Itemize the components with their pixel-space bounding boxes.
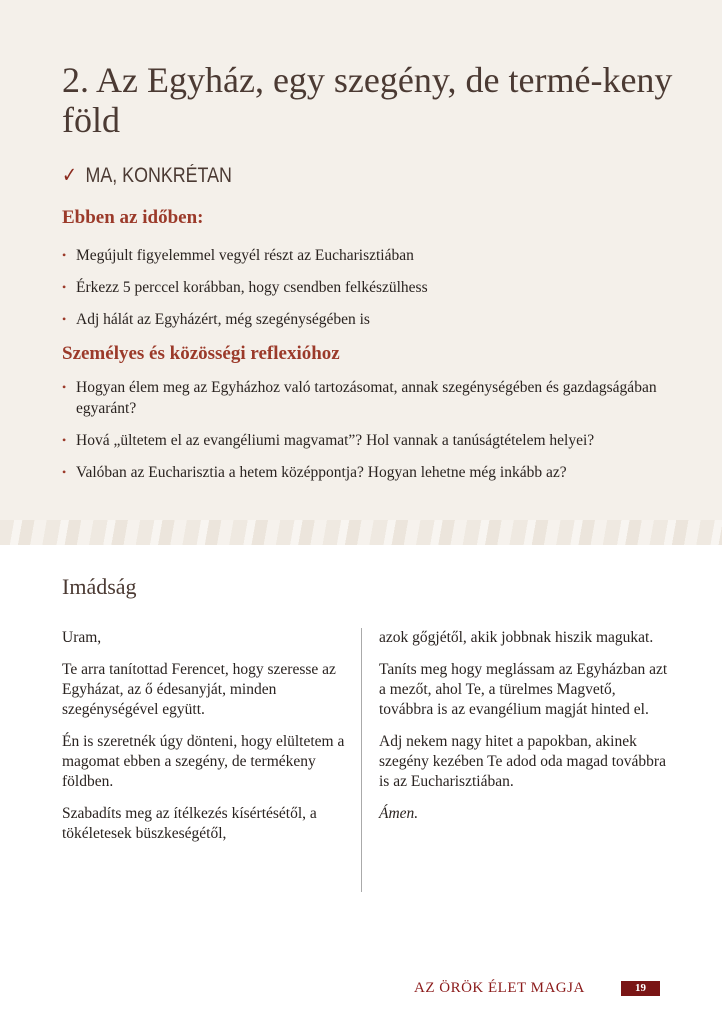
list-item: • Hogyan élem meg az Egyházhoz való tartozásomat, annak szegénységében és gazdagságában egyaránt?	[62, 377, 672, 419]
prayer-amen: Ámen.	[379, 805, 419, 822]
prayer-paragraph: Te arra tanítottad Ferencet, hogy szeresse az Egyházat, az ő édesanyját, minden szegénységével együtt.	[62, 661, 336, 718]
column-divider	[361, 628, 362, 892]
subtitle	[62, 163, 232, 188]
list-item: • Hová „ültetem el az evangéliumi magvamat”? Hol vannak a tanúságtételem helyei?	[62, 430, 672, 451]
prayer-heading: Imádság	[62, 574, 137, 599]
footer-book-title: AZ ÖRÖK ÉLET MAGJA	[414, 980, 585, 996]
list-item: • Adj hálát az Egyházért, még szegénységében is	[62, 309, 672, 330]
page-number: 19	[621, 981, 660, 996]
check-icon: ✓	[62, 164, 77, 187]
list-item: • Megújult figyelemmel vegyél részt az Eucharisztiában	[62, 245, 672, 266]
prayer-left-column	[62, 628, 352, 856]
section-heading-time: Ebben az időben:	[62, 207, 204, 228]
section-heading-reflection: Személyes és közösségi reflexióhoz	[62, 343, 340, 364]
page-title: 2. Az Egyház, egy szegény, de termé-keny föld	[62, 60, 673, 140]
reflection-list	[62, 377, 672, 494]
prayer-paragraph: Taníts meg hogy meglássam az Egyházban azt a mezőt, ahol Te, a türelmes Magvető, továbbra is az evangélium magját hinted el.	[379, 661, 668, 718]
time-list	[62, 245, 672, 341]
prayer-paragraph: Szabadíts meg az ítélkezés kísértésétől, a tökéletesek büszkeségétől,	[62, 805, 317, 842]
ornament-band	[0, 520, 722, 545]
prayer-paragraph: Uram,	[62, 629, 102, 646]
subtitle-text: MA, KONKRÉTAN	[85, 164, 232, 187]
list-item: • Érkezz 5 perccel korábban, hogy csendben felkészülhess	[62, 277, 672, 298]
list-item: • Valóban az Eucharisztia a hetem középpontja? Hogyan lehetne még inkább az?	[62, 462, 672, 483]
prayer-right-column	[379, 628, 669, 836]
prayer-paragraph: Én is szeretnék úgy dönteni, hogy elültetem a magomat ebben a szegény, de termékeny földben.	[62, 733, 345, 790]
prayer-paragraph: azok gőgjétől, akik jobbnak hiszik magukat.	[379, 629, 654, 646]
prayer-paragraph: Adj nekem nagy hitet a papokban, akinek szegény kezében Te adod oda magad továbbra is az Eucharisztiában.	[379, 733, 666, 790]
